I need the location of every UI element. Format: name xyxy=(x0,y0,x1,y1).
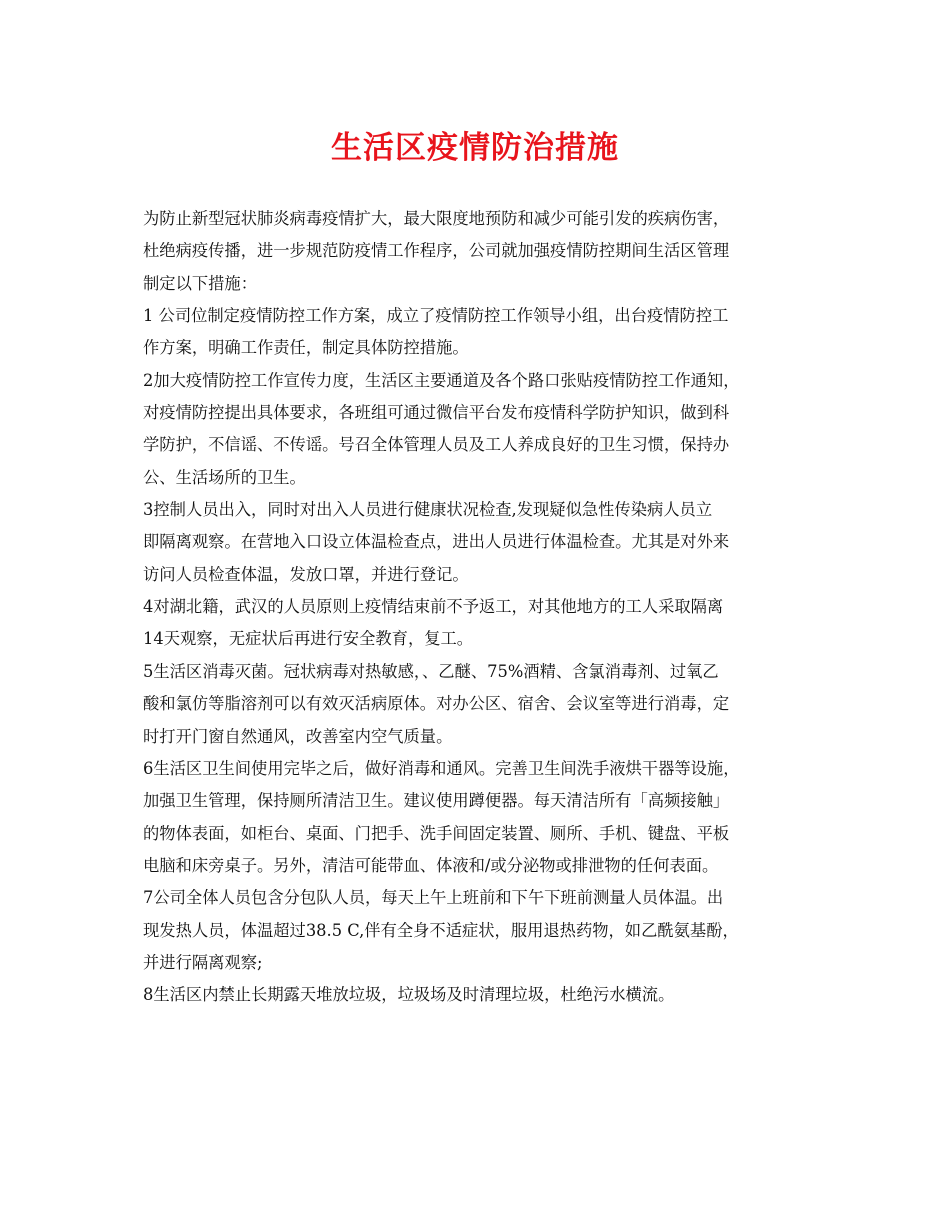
text-line: 7公司全体人员包含分包队人员，每天上午上班前和下午下班前测量人员体温。出 xyxy=(143,888,724,908)
text-line: 并进行隔离观察; xyxy=(143,952,263,972)
text-line: 6生活区卫生间使用完毕之后，做好消毒和通风。完善卫生间洗手液烘干器等设施， xyxy=(143,758,740,778)
text-line: 2加大疫情防控工作宣传力度，生活区主要通道及各个路口张贴疫情防控工作通知， xyxy=(143,370,740,390)
text-line: 5生活区消毒灭菌。冠状病毒对热敏感，、乙醚、75%酒精、含氯消毒剂、过氧乙 xyxy=(143,661,719,681)
text-line: 3控制人员出入，同时对出入人员进行健康状况检查,发现疑似急性传染病人员立 xyxy=(143,500,713,520)
text-line: 对疫情防控提出具体要求，各班组可通过微信平台发布疫情科学防护知识，做到科 xyxy=(143,403,730,423)
text-line: 学防护，不信谣、不传谣。号召全体管理人员及工人养成良好的卫生习惯，保持办 xyxy=(143,435,730,455)
text-line: 时打开门窗自然通风，改善室内空气质量。 xyxy=(143,726,453,746)
text-line: 杜绝病疫传播，进一步规范防疫情工作程序，公司就加强疫情防控期间生活区管理 xyxy=(143,241,730,261)
text-line: 访问人员检查体温，发放口罩，并进行登记。 xyxy=(143,564,469,584)
text-line: 加强卫生管理，保持厕所清洁卫生。建议使用蹲便器。每天清洁所有「高频接触」 xyxy=(143,791,730,811)
text-line: 为防止新型冠状肺炎病毒疫情扩大，最大限度地预防和减少可能引发的疾病伤害， xyxy=(143,209,730,228)
text-line: 8生活区内禁止长期露天堆放垃圾，垃圾场及时清理垃圾，杜绝污水横流。 xyxy=(143,985,675,1005)
text-line: 公、生活场所的卫生。 xyxy=(143,467,306,487)
document-title: 生活区疫情防治措施 xyxy=(331,130,619,166)
text-line: 1 公司位制定疫情防控工作方案，成立了疫情防控工作领导小组，出台疫情防控工 xyxy=(143,306,729,326)
text-line: 酸和氯仿等脂溶剂可以有效灭活病原体。对办公区、宿舍、会议室等进行消毒，定 xyxy=(143,694,730,714)
text-line: 4对湖北籍，武汉的人员原则上疫情结束前不予返工，对其他地方的工人采取隔离 xyxy=(143,597,724,617)
text-line: 现发热人员，体温超过38.5 C,伴有全身不适症状，服用退热药物，如乙酰氨基酚， xyxy=(143,920,739,940)
text-line: 电脑和床旁桌子。另外，清洁可能带血、体液和/或分泌物或排泄物的任何表面。 xyxy=(143,855,719,875)
text-line: 的物体表面，如柜台、桌面、门把手、洗手间固定装置、厕所、手机、键盘、平板 xyxy=(143,823,730,843)
text-line: 制定以下措施： xyxy=(143,273,257,293)
text-line: 即隔离观察。在营地入口设立体温检查点，进出人员进行体温检查。尤其是对外来 xyxy=(143,532,730,552)
text-line: 作方案，明确工作责任，制定具体防控措施。 xyxy=(143,338,469,358)
document-body xyxy=(143,203,815,1012)
text-line: 14天观察，无症状后再进行安全教育，复工。 xyxy=(143,629,474,649)
